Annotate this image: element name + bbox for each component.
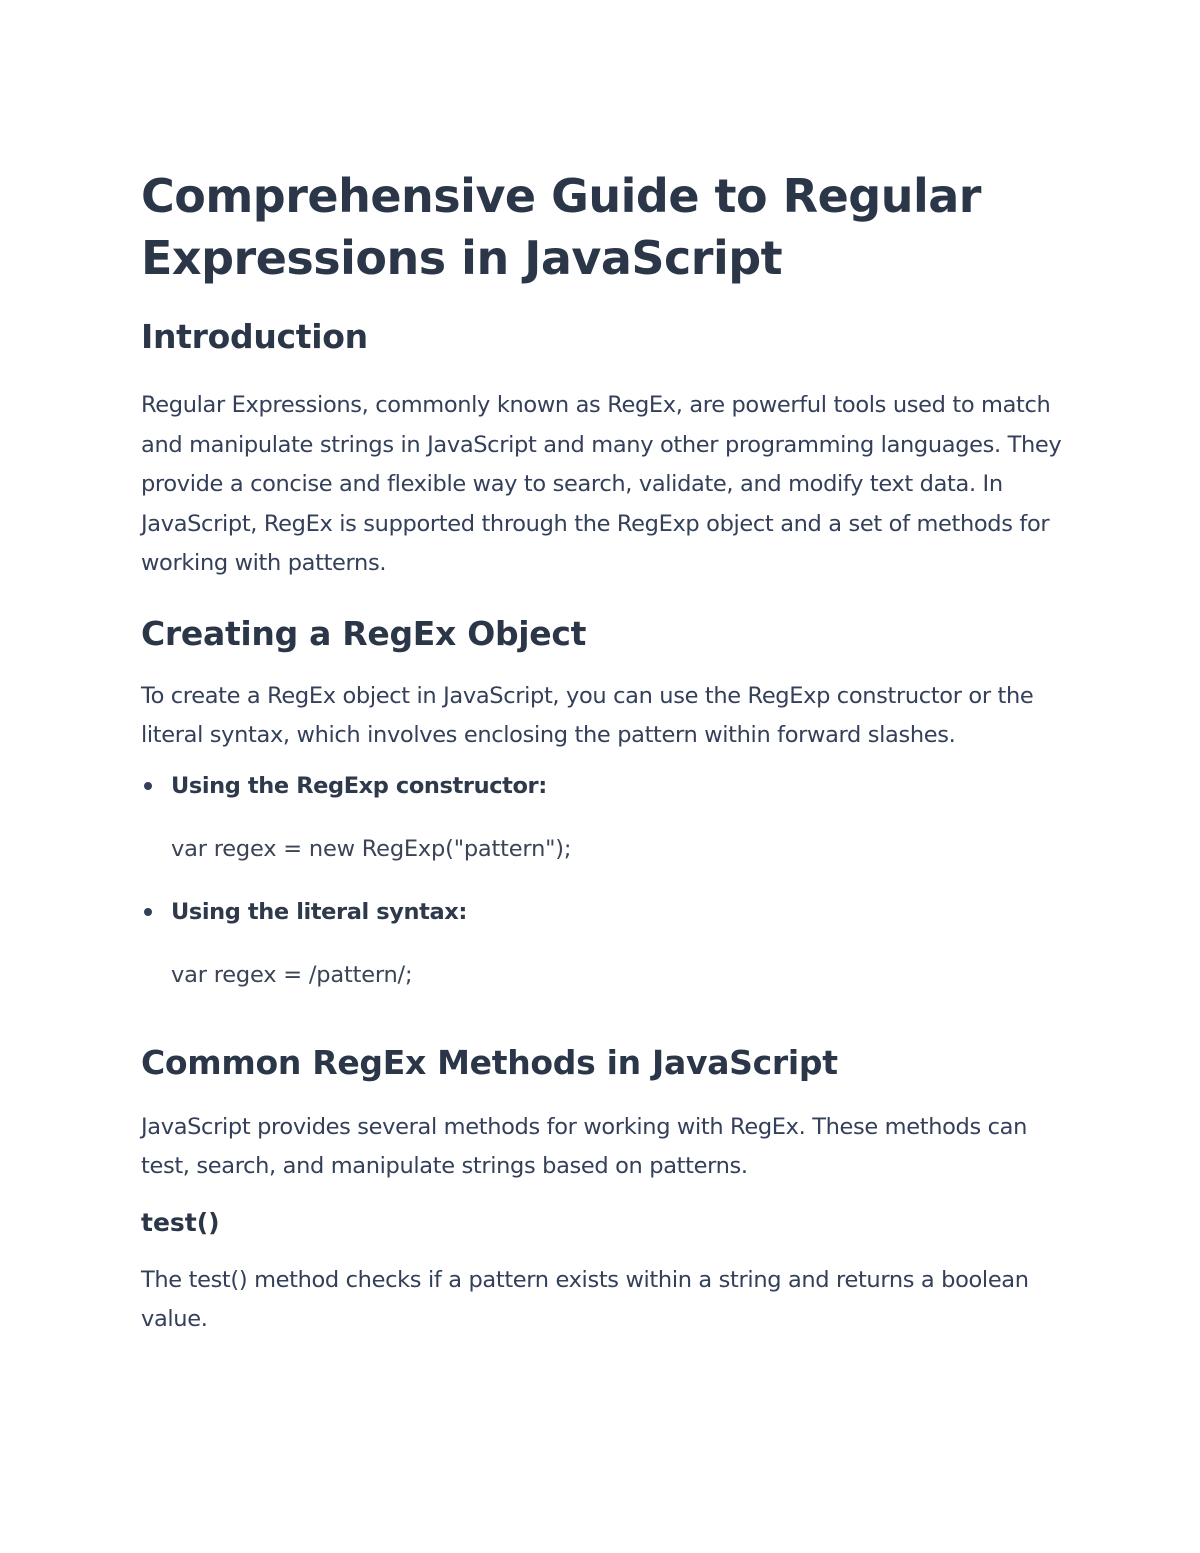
paragraph-introduction: Regular Expressions, commonly known as RegEx, are powerful tools used to match and manipulate strings in JavaScript and many other programming languages. They provide a concise and flexible way to search, validate, and modify text data. In JavaScript, RegEx is supported through the RegExp object and a set of methods for working with patterns. (141, 392, 1062, 576)
creation-methods-list (141, 768, 1071, 990)
paragraph-creating-regex-object: To create a RegEx object in JavaScript, you can use the RegExp constructor or the literal syntax, which involves enclosing the pattern within forward slashes. (141, 682, 1034, 748)
bullet-icon (144, 782, 152, 790)
document-page (141, 165, 1071, 1340)
page-title: Comprehensive Guide to Regular Expressions in JavaScript (141, 169, 981, 285)
heading-test-method: test() (141, 1207, 220, 1237)
code-example: var regex = new RegExp("pattern"); (171, 835, 572, 862)
heading-creating-regex-object: Creating a RegEx Object (141, 613, 587, 653)
list-item (141, 894, 1071, 990)
heading-introduction: Introduction (141, 317, 368, 356)
heading-common-methods: Common RegEx Methods in JavaScript (141, 1042, 838, 1082)
list-item (141, 768, 1071, 864)
list-item-label: Using the RegExp constructor: (171, 772, 547, 799)
code-example: var regex = /pattern/; (171, 961, 413, 988)
paragraph-test-method: The test() method checks if a pattern exists within a string and returns a boolean value. (141, 1266, 1029, 1332)
paragraph-common-methods: JavaScript provides several methods for working with RegEx. These methods can test, search, and manipulate strings based on patterns. (141, 1113, 1027, 1179)
list-item-label: Using the literal syntax: (171, 898, 467, 925)
bullet-icon (144, 908, 152, 916)
